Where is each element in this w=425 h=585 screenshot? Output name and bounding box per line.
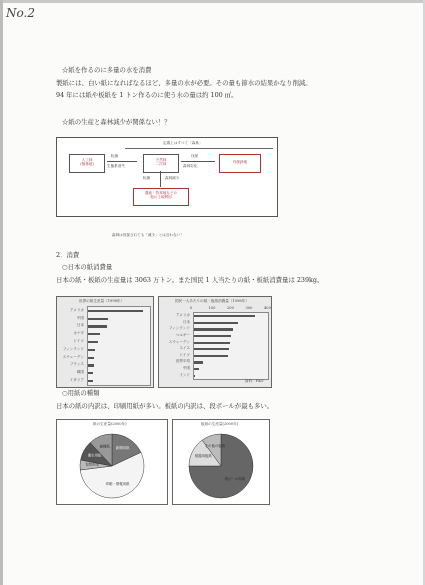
chart1-bar-5 [88,349,95,351]
chart1-title: 世界の紙生産量（1998年） [79,299,125,303]
chart2-category-label: 世界平均 [175,359,190,364]
pie1-slice-label-2: 包装用紙 [85,462,99,467]
arrow-left-top-label: 転換 [111,154,119,158]
diagram-footnote: 森林は伐採されても「減少」とは言わない！ [112,233,184,237]
pie1-slice-label-3: 衛生用紙 [87,453,102,458]
arrow-right-bottom-label: 森林劣化 [183,164,198,168]
chart-per-capita-consumption [158,296,272,388]
chart2-bar-2 [194,328,233,330]
water-heading: ☆紙を作るのに多量の水を消費 [62,66,152,74]
arrow-left-line [107,161,137,162]
box-logged-site-label: 伐採跡地 [232,160,248,164]
chart1-category-label: 日本 [76,323,84,328]
water-line-2: 94 年には紙や板紙を 1 トン作るのに使う水の量は約 100 ㎥。 [56,91,238,99]
arrow-left-bottom-label: 生態系消失 [107,164,125,168]
chart1-bar-3 [88,333,100,335]
arrow-right-top-label: 伐採 [191,154,199,158]
chart2-bar-6 [194,355,228,357]
chart2-bar-8 [194,368,199,370]
chart2-tick-label: 100 [208,306,216,310]
consumption-text2: 日本の紙の内訳は、印刷用紙が多い。板紙の内訳は、段ボールが最も多い。 [56,402,274,410]
arrow-down-right-label: 森林減少 [165,176,180,180]
consumption-text1: 日本の紙・板紙の生産量は 3063 万トン。また国民 1 人当たりの紙・板紙消費量は 239kg。 [56,276,324,284]
pie2-slice-label-1: 紙器用板紙 [194,453,212,458]
box-plantation-label: 人工林 (植林地) [80,158,94,167]
chart-world-paper-production [56,296,154,388]
chart2-bar-4 [194,342,230,344]
chart2-category-label: 中国 [182,365,190,370]
chart1-bar-7 [88,364,94,366]
water-line-1: 製紙には、白い紙になればなるほど、多量の水が必要。その量も節水の結果かなり削減。 [56,79,312,87]
scan-edge-left [0,0,3,585]
chart2-category-label: アメリカ [175,313,190,318]
consumption-sub1: ○日本の紙消費量 [62,263,113,271]
chart2-category-label: 日本 [182,319,190,324]
chart1-category-label: フィンランド [62,346,84,351]
chart2-bar-7 [194,361,203,363]
box-other-land-use-label: 農地・牧草地などの 他の土地利用 [144,191,178,200]
box-natural-forest-label: 天然林 二次林 [155,158,167,167]
chart2-category-label: フィンランド [168,326,190,331]
pie1-slice-label-4: 雑種紙 [99,444,110,449]
chart1-category-label: カナダ [73,331,84,336]
pie2-slice-label-2: その他の板紙 [204,444,226,449]
chart2-bar-1 [194,322,238,324]
chart1-bar-8 [88,372,93,374]
chart2-tick-label: 300 [245,306,253,310]
pie1-slice-label-1: 印刷・情報用紙 [105,482,130,487]
chart1-bar-0 [88,310,143,312]
pie2-slice-label-0: 段ボール原紙 [224,477,246,482]
chart1-bar-4 [88,341,98,343]
chart2-tick-label: 400 [264,306,271,310]
chart1-labels [57,306,86,384]
chart1-category-label: 中国 [76,315,84,320]
box-logged-site [219,154,261,173]
chart1-category-label: フランス [69,362,84,367]
arrow-down-left-label: 転換 [143,176,151,180]
chart2-labels [159,312,192,378]
consumption-sub2: ○用紙の種類 [62,389,100,397]
arrow-right-line [181,161,215,162]
chart2-bar-5 [194,348,229,350]
pie1-svg [57,420,167,504]
chart2-bar-3 [194,335,231,337]
handwritten-page-number: No.2 [6,6,35,20]
chart2-category-label: スイス [179,346,190,351]
pie2-svg [173,420,269,504]
diagram-top-line [125,148,273,149]
chart2-bar-9 [194,375,195,377]
chart2-title: 国民一人あたりの紙・板紙消費量（1998年） [175,299,249,303]
chart-paper-types-pie [56,419,168,505]
chart1-plot [87,306,151,386]
forest-heading: ☆紙の生産と森林減少が関係ない！？ [62,118,171,126]
chart2-tick-label: 0 [190,306,193,310]
box-other-land-use [133,188,189,206]
chart1-bar-6 [88,357,94,359]
chart1-bar-1 [88,318,108,320]
chart2-category-label: スウェーデン [168,339,190,344]
chart2-ticks [190,306,271,311]
chart2-category-label: インド [179,372,190,377]
chart2-category-label: ベルギー [175,332,190,337]
chart1-category-label: イタリア [69,377,84,382]
chart2-category-label: ドイツ [179,352,190,357]
pie2-title: 板紙の生産量(2000年) [201,422,239,426]
chart2-source: 資料：FAO [245,379,264,383]
pie1-slice-label-0: 新聞用紙 [115,446,130,451]
forest-diagram [56,137,278,217]
chart1-category-label: 韓国 [76,370,84,375]
chart1-category-label: アメリカ [69,307,84,312]
chart1-category-label: スウェーデン [62,354,84,359]
box-natural-forest [143,154,179,173]
chart-paperboard-types-pie [172,419,270,505]
arrow-down-line [160,171,161,187]
chart2-plot [193,312,269,380]
box-plantation [69,154,105,173]
diagram-top-caption: 定義上はすべて「森林」 [163,141,203,145]
consumption-heading: 2．消費 [56,251,80,259]
chart2-tick-label: 200 [227,306,234,310]
chart1-bar-9 [88,380,93,382]
chart2-bar-0 [194,315,255,317]
pie1-title: 紙の生産量(2000年) [93,422,127,426]
scan-edge-top [0,0,425,3]
chart1-category-label: ドイツ [73,338,84,343]
chart1-bar-2 [88,325,107,327]
